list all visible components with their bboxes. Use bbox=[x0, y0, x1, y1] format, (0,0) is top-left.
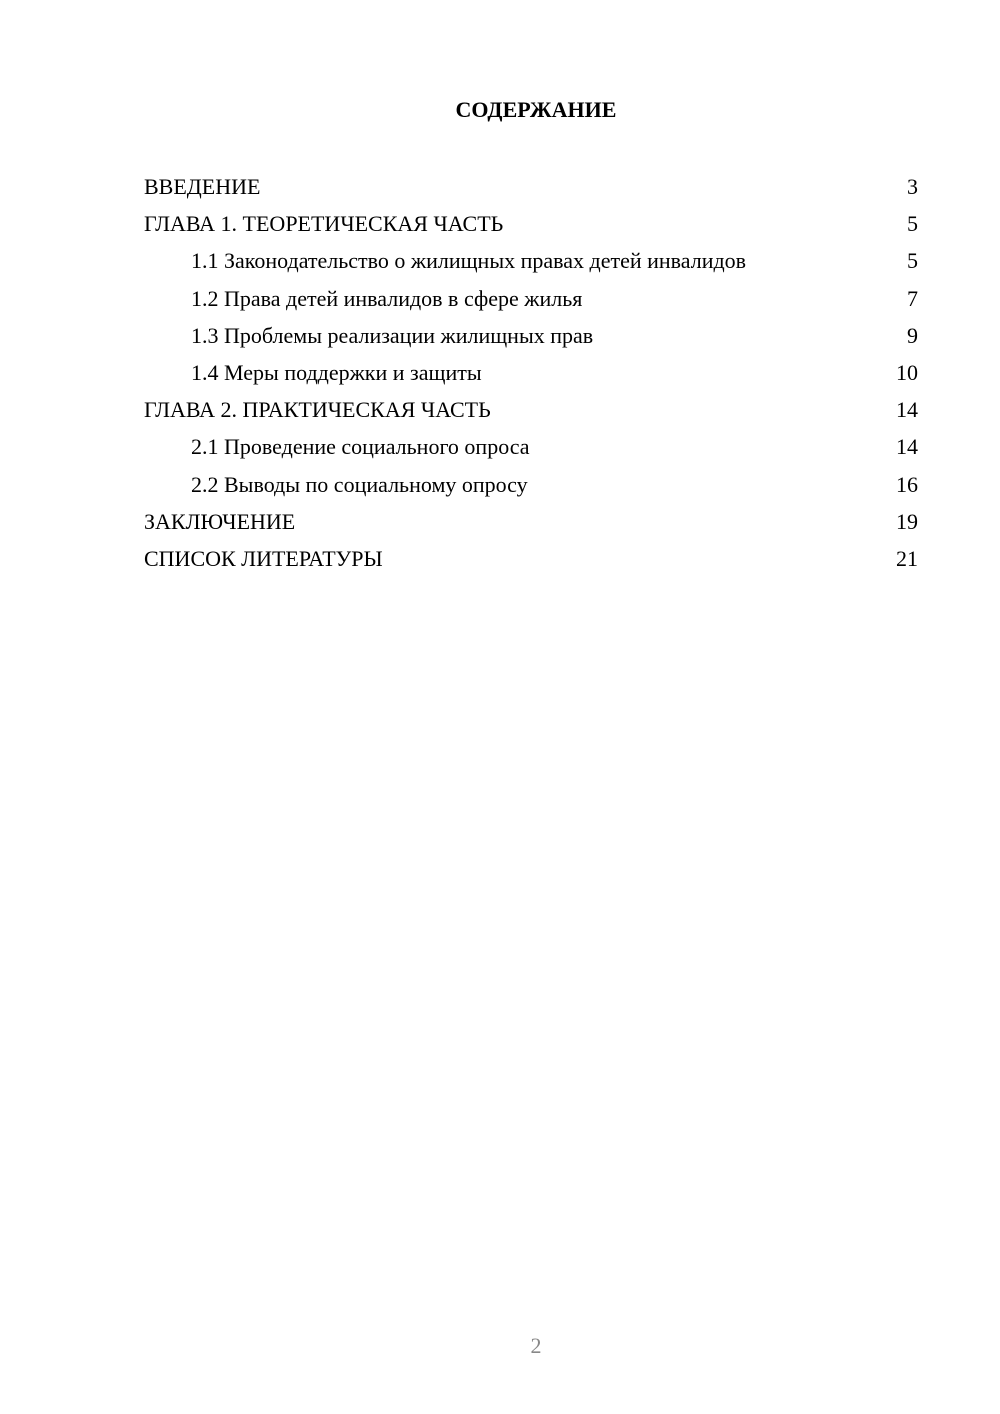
toc-entry-label: ГЛАВА 1. ТЕОРЕТИЧЕСКАЯ ЧАСТЬ bbox=[144, 211, 504, 237]
toc-entry-section-1-1 bbox=[144, 242, 918, 279]
toc-entry-section-1-4 bbox=[144, 354, 918, 391]
toc-entry-page: 21 bbox=[896, 545, 918, 571]
toc-entry-label: ВВЕДЕНИЕ bbox=[144, 174, 261, 199]
toc-entry-page: 19 bbox=[896, 508, 918, 534]
toc-entry-page: 9 bbox=[907, 322, 918, 348]
toc-entry-label: 2.1 Проведение социального опроса bbox=[191, 434, 530, 460]
toc-entry-label: 1.1 Законодательство о жилищных правах детей инвалидов bbox=[191, 248, 747, 274]
toc-entry-label: 2.2 Выводы по социальному опросу bbox=[191, 471, 528, 497]
table-of-contents bbox=[144, 168, 918, 577]
toc-entry-label: 1.3 Проблемы реализации жилищных прав bbox=[191, 322, 594, 348]
toc-entry-conclusion bbox=[144, 503, 918, 540]
page-title: СОДЕРЖАНИЕ bbox=[455, 97, 617, 122]
toc-entry-label: ЗАКЛЮЧЕНИЕ bbox=[144, 508, 296, 534]
toc-entry-chapter-1 bbox=[144, 205, 918, 242]
toc-entry-section-1-3 bbox=[144, 317, 918, 354]
toc-entry-page: 3 bbox=[907, 174, 918, 199]
toc-entry-chapter-2 bbox=[144, 391, 918, 428]
toc-entry-label: СПИСОК ЛИТЕРАТУРЫ bbox=[144, 545, 383, 571]
toc-entry-page: 14 bbox=[896, 434, 918, 460]
toc-entry-label: 1.2 Права детей инвалидов в сфере жилья bbox=[191, 285, 583, 311]
page-number: 2 bbox=[530, 1333, 542, 1358]
toc-entry-section-1-2 bbox=[144, 280, 918, 317]
toc-entry-page: 5 bbox=[907, 211, 918, 237]
toc-entry-section-2-1 bbox=[144, 428, 918, 465]
toc-entry-page: 10 bbox=[896, 359, 918, 385]
toc-entry-page: 16 bbox=[896, 471, 918, 497]
toc-entry-section-2-2 bbox=[144, 466, 918, 503]
toc-entry-label: 1.4 Меры поддержки и защиты bbox=[191, 359, 482, 385]
toc-entry-page: 5 bbox=[907, 248, 918, 274]
toc-entry-introduction bbox=[144, 168, 918, 205]
toc-entry-page: 14 bbox=[896, 397, 918, 423]
toc-entry-page: 7 bbox=[907, 285, 918, 311]
toc-entry-references bbox=[144, 540, 918, 577]
toc-entry-label: ГЛАВА 2. ПРАКТИЧЕСКАЯ ЧАСТЬ bbox=[144, 397, 491, 423]
